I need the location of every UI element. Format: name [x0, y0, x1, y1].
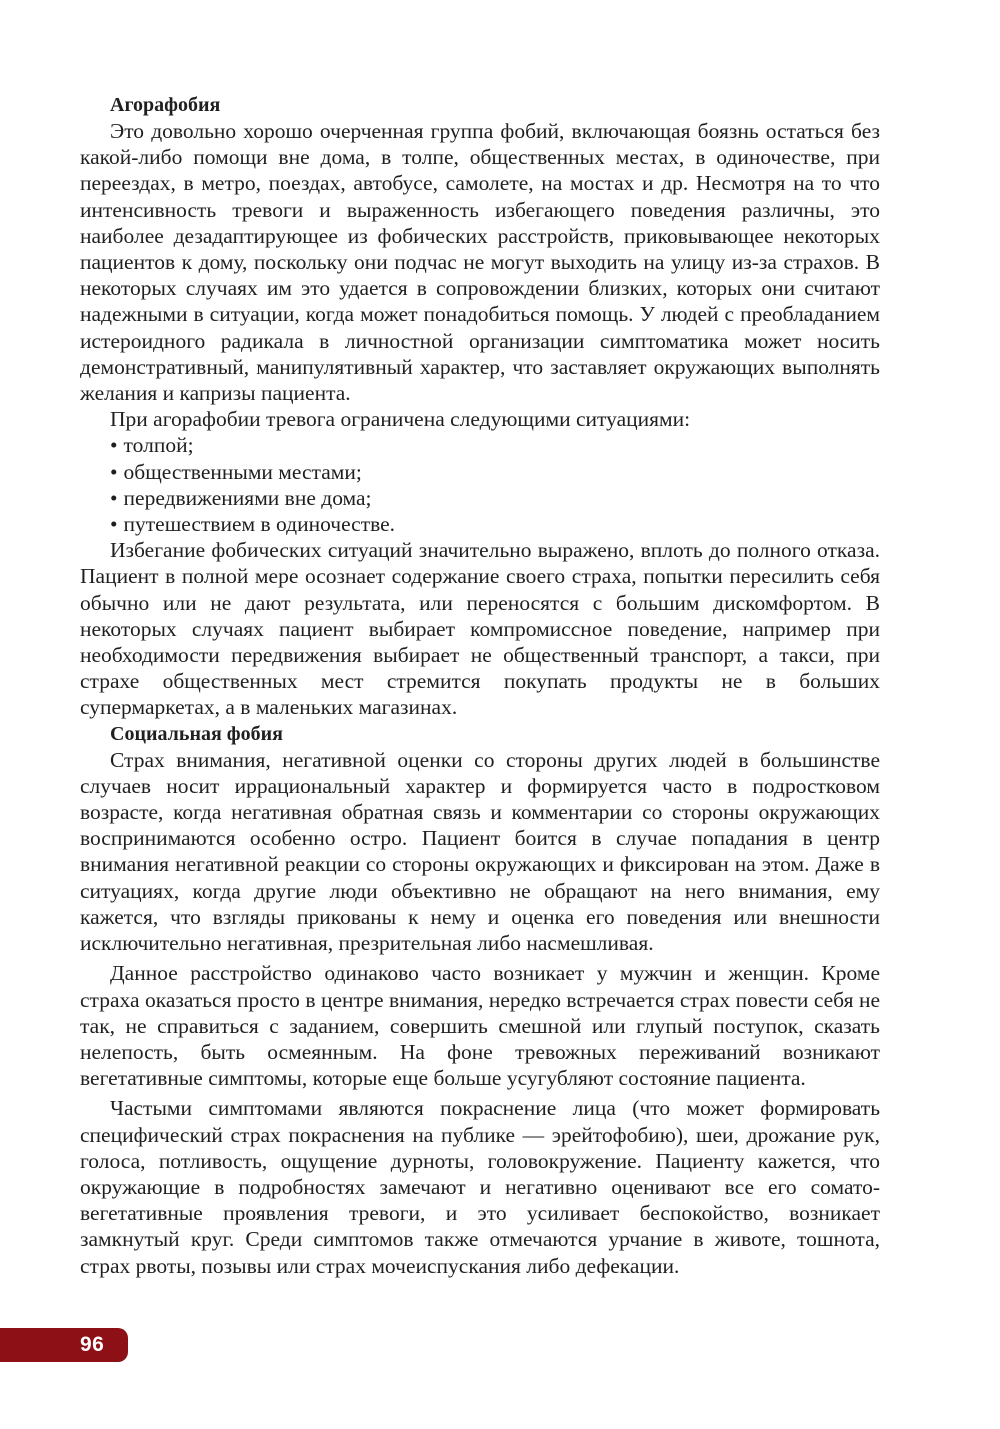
paragraph: Данное расстройство одинаково часто возникает у мужчин и женщин. Кроме страха оказаться просто в центре внимания, нередко встречается страх повести себя не так, не справиться с заданием, совершить смешной или глупый поступок, сказать нелепость, быть осмеянным. На фоне тревожных переживаний возникают вегетативные симптомы, которые еще больше усугубляют состояние пациента.	[80, 961, 880, 1091]
paragraph: Это довольно хорошо очерченная группа фобий, включающая боязнь остаться без какой-либо помощи вне дома, в толпе, общественных местах, в одиночестве, при переездах, в метро, поездах, автобусе, самолете, на мостах и др. Несмотря на то что интенсивность тревоги и выраженность избегающего поведения различны, это наиболее дезадаптирующее из фобических расстройств, приковывающее некоторых пациентов к дому, поскольку они подчас не могут выходить на улицу из-за страхов. В некоторых случаях им это удается в сопровождении близких, которых они считают надежными в ситуации, когда может понадобиться помощь. У людей с преобладанием истероидного радикала в личностной организации симптоматика может носить демонстративный, манипулятивный характер, что заставляет окружающих выполнять желания и капризы пациента.	[80, 119, 880, 406]
bullet-icon: •	[110, 433, 118, 458]
page-content	[80, 92, 880, 1279]
page-number: 96	[80, 1333, 105, 1356]
paragraph: При агорафобии тревога ограничена следующими ситуациями:	[110, 407, 691, 432]
paragraph: Избегание фобических ситуаций значительно выражено, вплоть до полного отказа. Пациент в полной мере осознает содержание своего страха, попытки пересилить себя обычно или не дают результата, или переносятся с большим дискомфортом. В некоторых случаях пациент выбирает компромиссное поведение, например при необходимости передвижения выбирает не общественный транспорт, а такси, при страхе общественных мест стремится покупать продукты не в больших супермаркетах, а в маленьких магазинах.	[80, 538, 880, 720]
paragraph: Частыми симптомами являются покраснение лица (что может формировать специфический страх покраснения на публике — эрейтофобию), шеи, дрожание рук, голоса, потливость, ощущение дурноты, головокружение. Пациенту кажется, что окружающие в подробностях замечают и негативно оценивают все его сомато-вегетативные проявления тревоги, и это усиливает беспокойство, возникает замкнутый круг. Среди симптомов также отмечаются урчание в животе, тошнота, страх рвоты, позывы или страх мочеиспускания либо дефекации.	[80, 1096, 880, 1278]
list-item: • передвижениями вне дома;	[110, 485, 372, 510]
page-number-tab	[0, 1328, 128, 1362]
bullet-icon: •	[110, 459, 118, 484]
section-heading-agoraphobia: Агорафобия	[110, 94, 221, 116]
situations-list	[80, 432, 880, 537]
section-heading-social-phobia: Социальная фобия	[110, 722, 283, 745]
list-item: • общественными местами;	[110, 459, 362, 484]
bullet-icon: •	[110, 485, 118, 510]
bullet-icon: •	[110, 512, 118, 537]
list-item: • путешествием в одиночестве.	[110, 512, 396, 537]
list-item: • толпой;	[110, 433, 194, 458]
paragraph: Страх внимания, негативной оценки со стороны других людей в большинстве случаев носит иррациональный характер и формируется часто в подростковом возрасте, когда негативная обратная связь и комментарии со стороны окружающих воспринимаются особенно остро. Пациент боится в случае попадания в центр внимания негативной реакции со стороны окружающих и фиксирован на этом. Даже в ситуациях, когда другие люди объективно не обращают на него внимания, ему кажется, что взгляды прикованы к нему и оценка его поведения или внешности исключительно негативная, презрительная либо насмешливая.	[80, 747, 880, 956]
